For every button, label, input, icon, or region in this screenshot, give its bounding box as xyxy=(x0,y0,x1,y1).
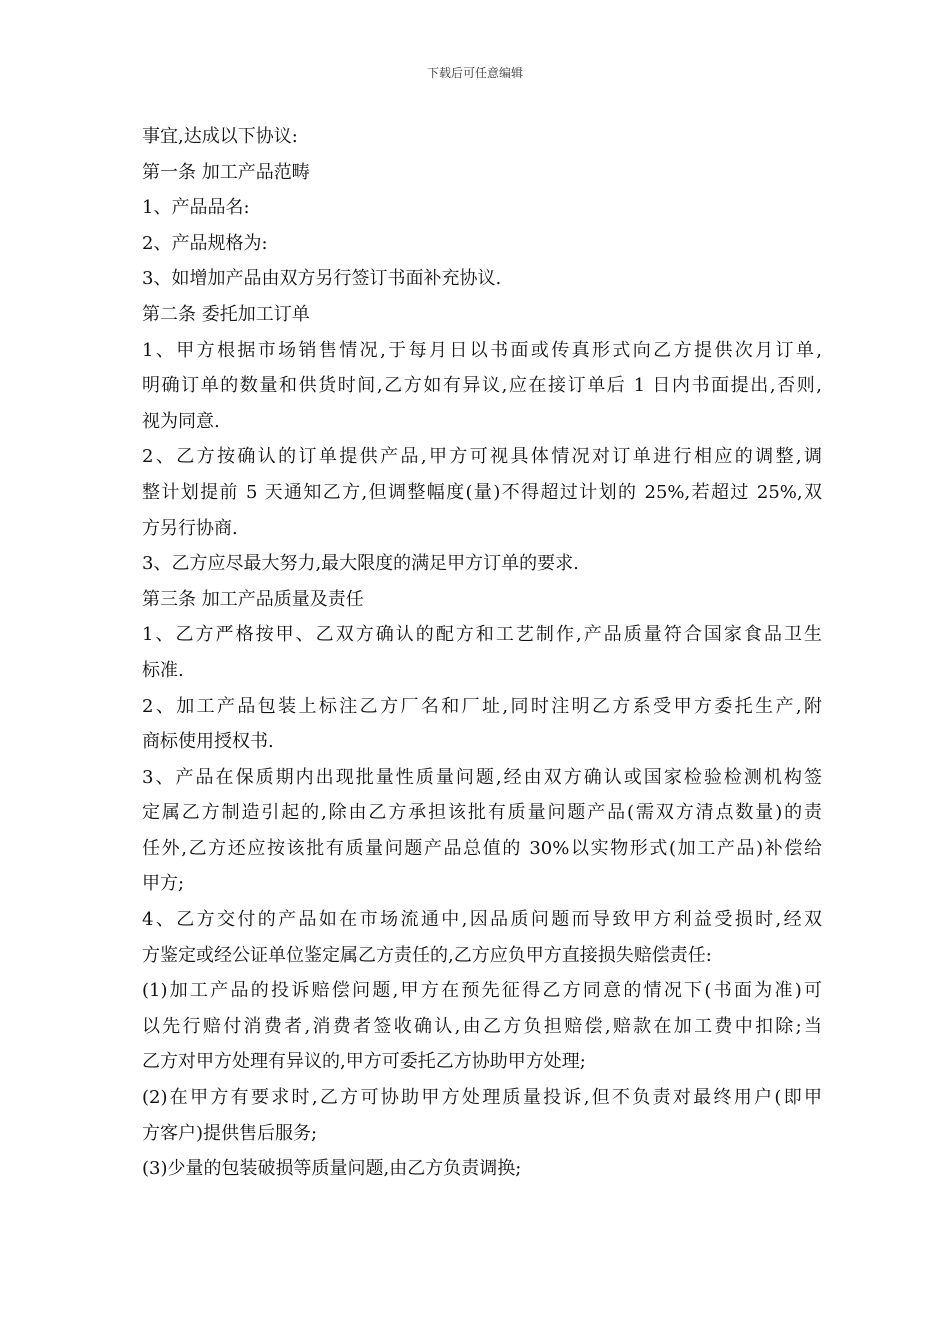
text-line: 以先行赔付消费者,消费者签收确认,由乙方负担赔偿,赔款在加工费中扣除;当 xyxy=(142,1015,822,1037)
text-line: 明确订单的数量和供货时间,乙方如有异议,应在接订单后 1 日内书面提出,否则, xyxy=(142,375,822,397)
text-line: 第二条 委托加工订单 xyxy=(142,303,310,325)
text-line: 整计划提前 5 天通知乙方,但调整幅度(量)不得超过计划的 25%,若超过 25%,双 xyxy=(142,481,822,503)
text-line: 2、产品规格为: xyxy=(142,232,268,254)
text-line: (3)少量的包装破损等质量问题,由乙方负责调换; xyxy=(142,1158,522,1180)
text-line: 2、加工产品包装上标注乙方厂名和厂址,同时注明乙方系受甲方委托生产,附 xyxy=(142,695,822,717)
text-line: 3、乙方应尽最大努力,最大限度的满足甲方订单的要求. xyxy=(142,553,579,575)
text-line: (2)在甲方有要求时,乙方可协助甲方处理质量投诉,但不负责对最终用户(即甲 xyxy=(142,1087,822,1109)
text-line: 3、产品在保质期内出现批量性质量问题,经由双方确认或国家检验检测机构签 xyxy=(142,766,822,788)
text-line: 视为同意. xyxy=(142,410,220,432)
text-line: (1)加工产品的投诉赔偿问题,甲方在预先征得乙方同意的情况下(书面为准)可 xyxy=(142,980,822,1002)
page-header: 下载后可任意编辑 xyxy=(426,66,523,80)
text-line: 任外,乙方还应按该批有质量问题产品总值的 30%以实物形式(加工产品)补偿给 xyxy=(142,837,822,859)
text-line: 方另行协商. xyxy=(142,517,238,539)
text-line: 1、甲方根据市场销售情况,于每月日以书面或传真形式向乙方提供次月订单, xyxy=(142,339,822,361)
text-line: 标准. xyxy=(142,659,184,681)
text-line: 1、乙方严格按甲、乙双方确认的配方和工艺制作,产品质量符合国家食品卫生 xyxy=(142,624,822,646)
text-line: 2、乙方按确认的订单提供产品,甲方可视具体情况对订单进行相应的调整,调 xyxy=(142,446,822,468)
document-body xyxy=(142,119,822,1187)
text-line: 4、乙方交付的产品如在市场流通中,因品质问题而导致甲方利益受损时,经双 xyxy=(142,909,822,931)
text-line: 第三条 加工产品质量及责任 xyxy=(142,588,364,610)
text-line: 乙方对甲方处理有异议的,甲方可委托乙方协助甲方处理; xyxy=(142,1051,586,1073)
text-line: 3、如增加产品由双方另行签订书面补充协议. xyxy=(142,268,502,290)
text-line: 事宜,达成以下协议: xyxy=(142,126,298,147)
text-line: 方客户)提供售后服务; xyxy=(142,1122,318,1144)
text-line: 商标使用授权书. xyxy=(142,731,274,753)
text-line: 定属乙方制造引起的,除由乙方承担该批有质量问题产品(需双方清点数量)的责 xyxy=(142,802,822,824)
text-line: 甲方; xyxy=(142,873,185,895)
text-line: 第一条 加工产品范畴 xyxy=(142,161,310,183)
text-line: 方鉴定或经公证单位鉴定属乙方责任的,乙方应负甲方直接损失赔偿责任: xyxy=(142,944,712,966)
text-line: 1、产品品名: xyxy=(142,197,250,219)
